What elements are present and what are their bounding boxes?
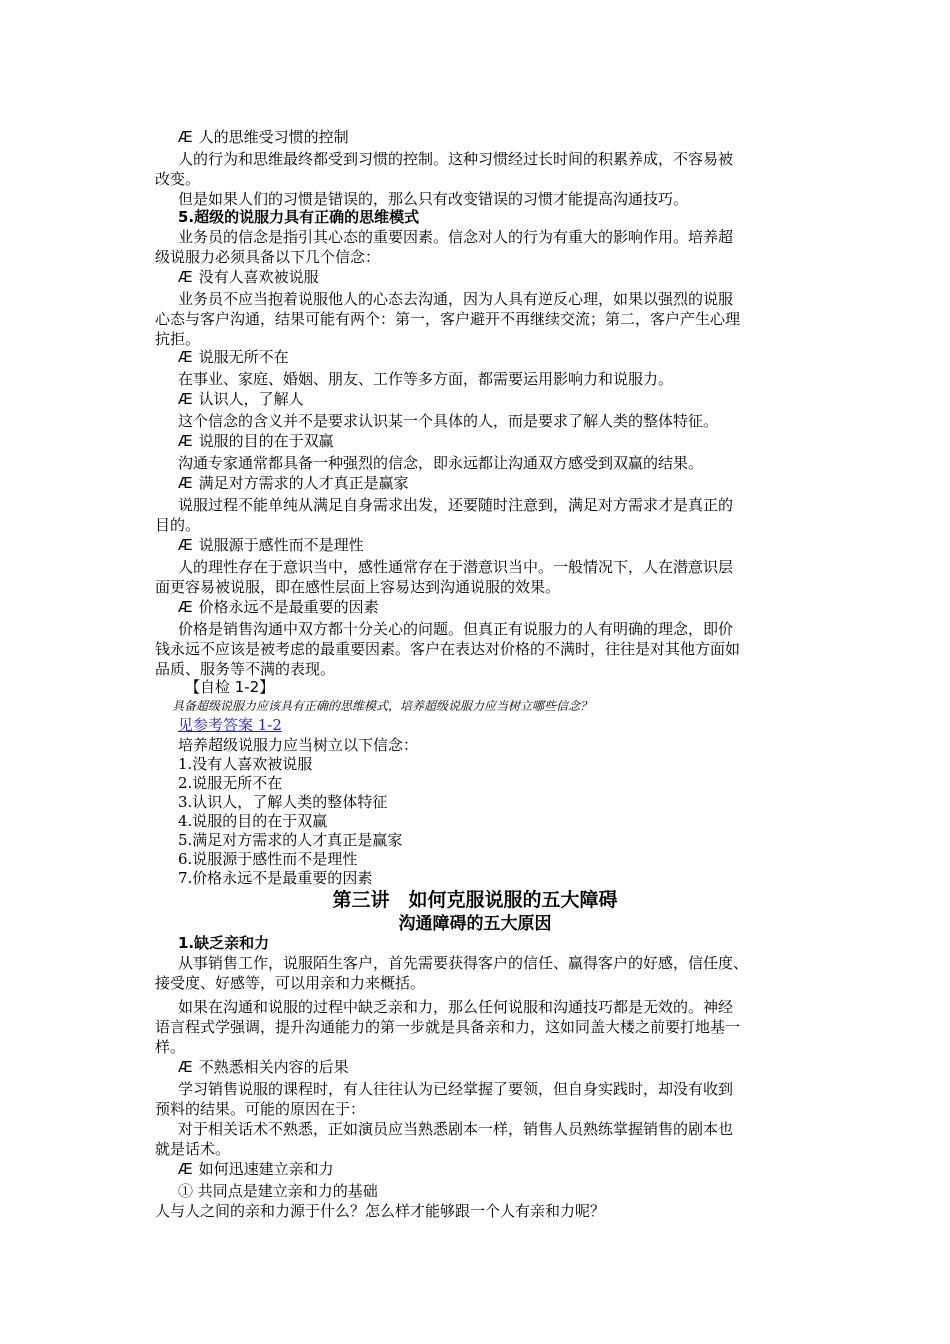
bullet-item: Æ 说服无所不在: [178, 348, 289, 366]
paragraph-line: 目的。: [155, 516, 201, 534]
heading-5: 5.超级的说服力具有正确的思维模式: [178, 208, 420, 226]
paragraph-line: 从事销售工作，说服陌生客户，首先需要获得客户的信任、赢得客户的好感，信任度、: [178, 954, 749, 972]
paragraph-line: 对于相关话术不熟悉，正如演员应当熟悉剧本一样，销售人员熟练掌握销售的剧本也: [178, 1120, 734, 1138]
paragraph-line: 价格是销售沟通中双方都十分关心的问题。但真正有说服力的人有明确的理念，即价: [178, 620, 734, 638]
bullet-item: Æ 满足对方需求的人才真正是赢家: [178, 474, 409, 492]
bullet-item: Æ 说服的目的在于双赢: [178, 432, 334, 450]
paragraph-line: 但是如果人们的习惯是错误的，那么只有改变错误的习惯才能提高沟通技巧。: [178, 190, 689, 208]
paragraph-line: 抗拒。: [155, 330, 201, 348]
bullet-mark: Æ: [178, 1160, 193, 1178]
answer-item: 5.满足对方需求的人才真正是赢家: [178, 831, 403, 849]
bullet-mark: Æ: [178, 268, 193, 286]
paragraph-line: 说服过程不能单纯从满足自身需求出发，还要随时注意到，满足对方需求才是真正的: [178, 496, 734, 514]
bullet-item: Æ 价格永远不是最重要的因素: [178, 598, 379, 616]
bullet-mark: Æ: [178, 536, 193, 554]
paragraph-line: 人的理性存在于意识当中，感性通常存在于潜意识当中。一般情况下，人在潜意识层: [178, 558, 734, 576]
chapter-title: 第三讲 如何克服说服的五大障碍: [332, 889, 618, 911]
paragraph-line: 心态与客户沟通，结果可能有两个：第一，客户避开不再继续交流；第二，客户产生心理: [155, 310, 741, 328]
answer-item: 2.说服无所不在: [178, 774, 283, 792]
bullet-mark: Æ: [178, 432, 193, 450]
paragraph-line: 人的行为和思维最终都受到习惯的控制。这种习惯经过长时间的积累养成，不容易被: [178, 150, 734, 168]
heading-1: 1.缺乏亲和力: [178, 934, 270, 952]
paragraph-line: 预料的结果。可能的原因在于：: [155, 1100, 366, 1118]
answer-item: 7.价格永远不是最重要的因素: [178, 869, 373, 887]
bullet-item: Æ 说服源于感性而不是理性: [178, 536, 364, 554]
paragraph-line: 品质、服务等不满的表现。: [155, 660, 336, 678]
paragraph-line: 如果在沟通和说服的过程中缺乏亲和力，那么任何说服和沟通技巧都是无效的。神经: [178, 998, 734, 1016]
bullet-mark: Æ: [178, 390, 193, 408]
answer-intro: 培养超级说服力应当树立以下信念：: [178, 736, 419, 754]
bullet-mark: Æ: [178, 474, 193, 492]
paragraph-line: 就是话术。: [155, 1140, 231, 1158]
bullet-item: Æ 没有人喜欢被说服: [178, 268, 319, 286]
paragraph-line: 面更容易被说服，即在感性层面上容易达到沟通说服的效果。: [155, 578, 561, 596]
paragraph-line: 人与人之间的亲和力源于什么？怎么样才能够跟一个人有亲和力呢？: [155, 1202, 606, 1220]
bullet-item: Æ 如何迅速建立亲和力: [178, 1160, 334, 1178]
paragraph-line: 沟通专家通常都具备一种强烈的信念，即永远都让沟通双方感受到双赢的结果。: [178, 454, 704, 472]
answer-item: 1.没有人喜欢被说服: [178, 755, 313, 773]
paragraph-line: 语言程式学强调，提升沟通能力的第一步就是具备亲和力，这如同盖大楼之前要打地基一: [155, 1018, 741, 1036]
paragraph-line: 这个信念的含义并不是要求认识某一个具体的人，而是要求了解人类的整体特征。: [178, 412, 719, 430]
bullet-item: Æ 认识人，了解人: [178, 390, 304, 408]
paragraph-line: 级说服力必须具备以下几个信念：: [155, 248, 381, 266]
paragraph-line: 业务员的信念是指引其心态的重要因素。信念对人的行为有重大的影响作用。培养超: [178, 228, 734, 246]
paragraph-line: 学习销售说服的课程时，有人往往认为已经掌握了要领，但自身实践时，却没有收到: [178, 1080, 734, 1098]
paragraph-line: 在事业、家庭、婚姻、朋友、工作等多方面，都需要运用影响力和说服力。: [178, 370, 674, 388]
bullet-mark: Æ: [178, 598, 193, 616]
bullet-item: Æ 人的思维受习惯的控制: [178, 128, 349, 146]
bullet-item: Æ 不熟悉相关内容的后果: [178, 1058, 349, 1076]
circled-item: ① 共同点是建立亲和力的基础: [178, 1182, 378, 1200]
paragraph-line: 接受度、好感等，可以用亲和力来概括。: [155, 974, 426, 992]
self-check-heading: 【自检 1-2】: [185, 678, 275, 696]
paragraph-line: 样。: [155, 1038, 186, 1056]
section-title: 沟通障碍的五大原因: [398, 914, 552, 934]
answer-item: 6.说服源于感性而不是理性: [178, 850, 358, 868]
self-check-question: 具备超级说服力应该具有正确的思维模式，培养超级说服力应当树立哪些信念？: [172, 699, 593, 713]
answer-item: 3.认识人，了解人类的整体特征: [178, 793, 388, 811]
answer-item: 4.说服的目的在于双赢: [178, 812, 328, 830]
paragraph-line: 业务员不应当抱着说服他人的心态去沟通，因为人具有逆反心理，如果以强烈的说服: [178, 290, 734, 308]
bullet-mark: Æ: [178, 348, 193, 366]
paragraph-line: 钱永远不应该是被考虑的最重要因素。客户在表达对价格的不满时，往往是对其他方面如: [155, 640, 741, 658]
bullet-mark: Æ: [178, 128, 193, 146]
paragraph-line: 改变。: [155, 170, 201, 188]
answer-link[interactable]: 见参考答案 1-2: [178, 716, 282, 734]
bullet-mark: Æ: [178, 1058, 193, 1076]
